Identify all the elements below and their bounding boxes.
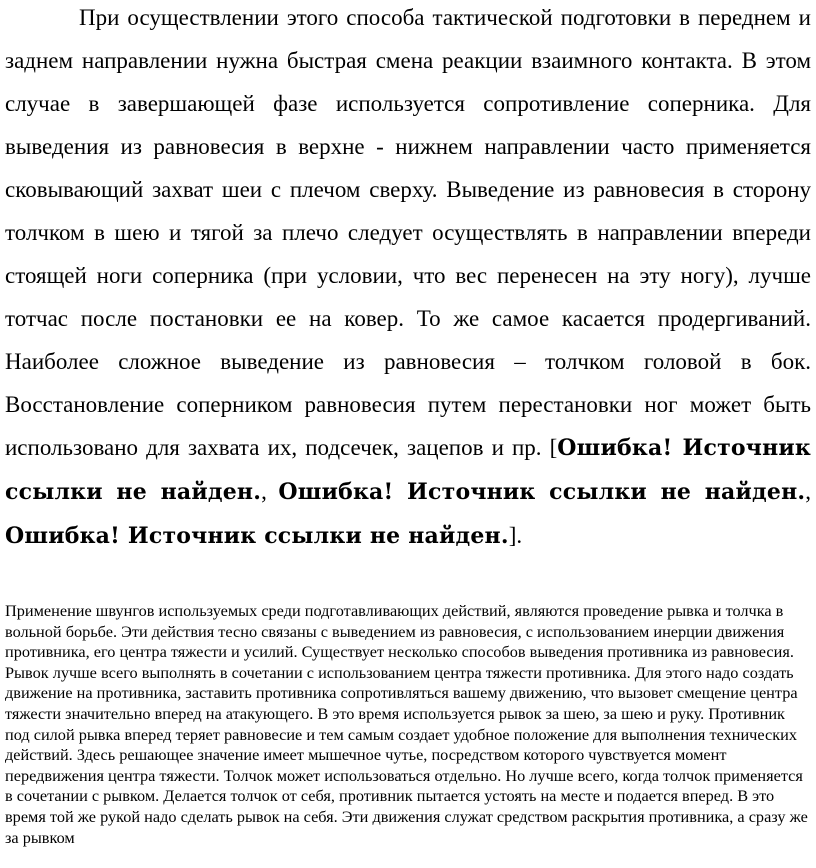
separator-1: , xyxy=(261,479,279,504)
error-reference-2: Ошибка! Источник ссылки не найден. xyxy=(278,479,806,505)
secondary-paragraph: Применение швунгов используемых среди подготавливающих действий, являются проведение рывка и толчка в вольной борьбе. Эти действия тесно связаны с выведением из равновесия, с использованием инерции движения противника, его центра тяжести и усилий. Существует несколько способов выведения противника из равновесия. Рывок лучше всего выполнять в сочетании с использованием центра тяжести противника. Для этого надо создать движение на противника, заставить противника сопротивляться вашему движению, что вызовет смещение центра тяжести значительно вперед на атакующего. В это время используется рывок за шею, за шею и руку. Противник под силой рывка вперед теряет равновесие и тем самым создает удобное положение для выполнения технических действий. Здесь решающее значение имеет мышечное чутье, посредством которого чувствуется момент передвижения центра тяжести. Толчок может использоваться отдельно. Но лучше всего, когда толчок применяется в сочетании с рывком. Делается толчок от себя, противник пытается устоять на месте и подается вперед. В это время той же рукой надо сделать рывок на себя. Эти движения служат средством раскрытия противника, а сразу же за рывком xyxy=(5,601,808,847)
closing-bracket: ]. xyxy=(508,523,523,548)
error-reference-3: Ошибка! Источник ссылки не найден. xyxy=(5,523,509,549)
error-reference-1: Ошибка! Источник ссылки не найден. xyxy=(5,435,811,505)
main-paragraph xyxy=(5,0,811,558)
main-paragraph-text: При осуществлении этого способа тактической подготовки в переднем и заднем направлении нужна быстрая смена реакции взаимного контакта. В этом случае в завершающей фазе используется сопротивление соперника. Для выведения из равновесия в верхне - нижнем направлении часто применяется сковывающий захват шеи с плечом сверху. Выведение из равновесия в сторону толчком в шею и тягой за плечо следует осуществлять в направлении впереди стоящей ноги соперника (при условии, что вес перенесен на эту ногу), лучше тотчас после постановки ее на ковер. То же самое касается продергиваний. Наиболее сложное выведение из равновесия – толчком головой в бок. Восстановление соперником равновесия путем перестановки ног может быть использовано для захвата их, подсечек, зацепов и пр. [ xyxy=(5,5,811,460)
separator-2: , xyxy=(805,479,811,504)
